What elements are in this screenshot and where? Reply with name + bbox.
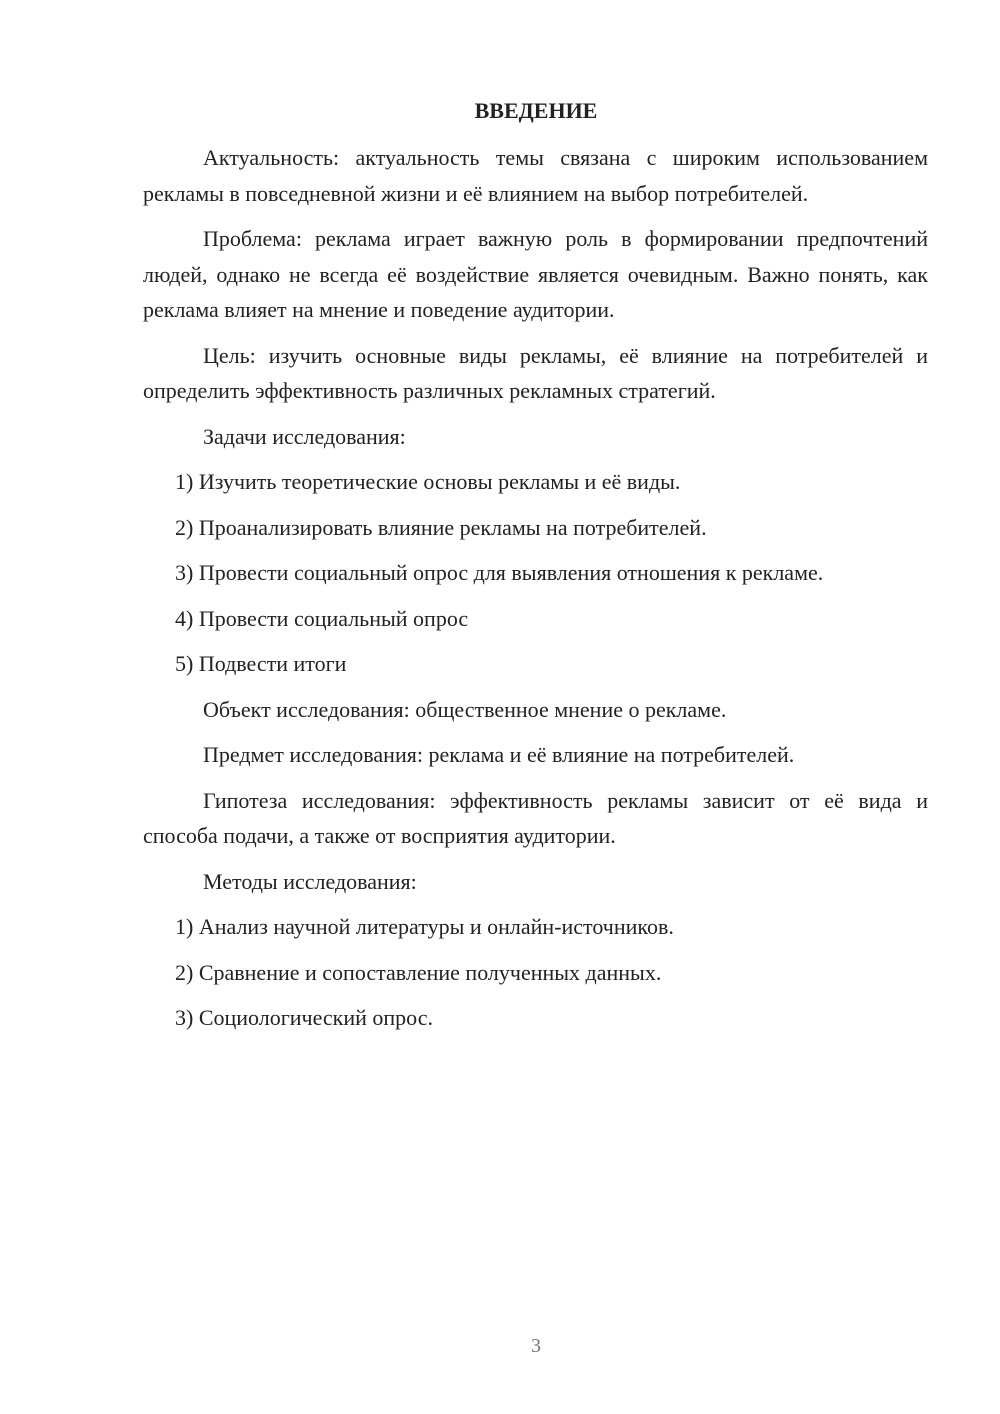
list-item: 4) Провести социальный опрос (175, 605, 469, 631)
methods-heading: Методы исследования: (203, 868, 417, 894)
list-item: 1) Анализ научной литературы и онлайн-источников. (175, 914, 674, 939)
list-item: 2) Сравнение и сопоставление полученных данных. (175, 959, 662, 985)
tasks-heading: Задачи исследования: (203, 423, 406, 449)
subject-paragraph: Предмет исследования: реклама и её влияние на потребителей. (203, 742, 795, 767)
list-item: 1) Изучить теоретические основы рекламы и её виды. (175, 469, 681, 494)
problem-paragraph: Проблема: реклама играет важную роль в формировании предпочтений людей, однако не всегда её воздействие является очевидным. Важно понять, как реклама влияет на мнение и поведение аудитории. (143, 226, 928, 322)
list-item: 3) Социологический опрос. (175, 1005, 433, 1030)
goal-paragraph: Цель: изучить основные виды рекламы, её влияние на потребителей и определить эффективность различных рекламных стратегий. (143, 342, 928, 403)
relevance-paragraph: Актуальность: актуальность темы связана с широким использованием рекламы в повседневной жизни и её влиянием на выбор потребителей. (143, 145, 928, 206)
tasks-list (143, 464, 928, 682)
list-item: 5) Подвести итоги (175, 651, 347, 676)
document-body (143, 140, 928, 1046)
page-heading: ВВЕДЕНИЕ (474, 98, 598, 123)
list-item: 3) Провести социальный опрос для выявления отношения к рекламе. (175, 560, 824, 585)
page-number: 3 (531, 1335, 541, 1357)
list-item: 2) Проанализировать влияние рекламы на потребителей. (175, 514, 707, 540)
methods-list (143, 909, 928, 1036)
object-paragraph: Объект исследования: общественное мнение о рекламе. (203, 696, 727, 722)
hypothesis-paragraph: Гипотеза исследования: эффективность рекламы зависит от её вида и способа подачи, а также от восприятия аудитории. (143, 787, 928, 848)
